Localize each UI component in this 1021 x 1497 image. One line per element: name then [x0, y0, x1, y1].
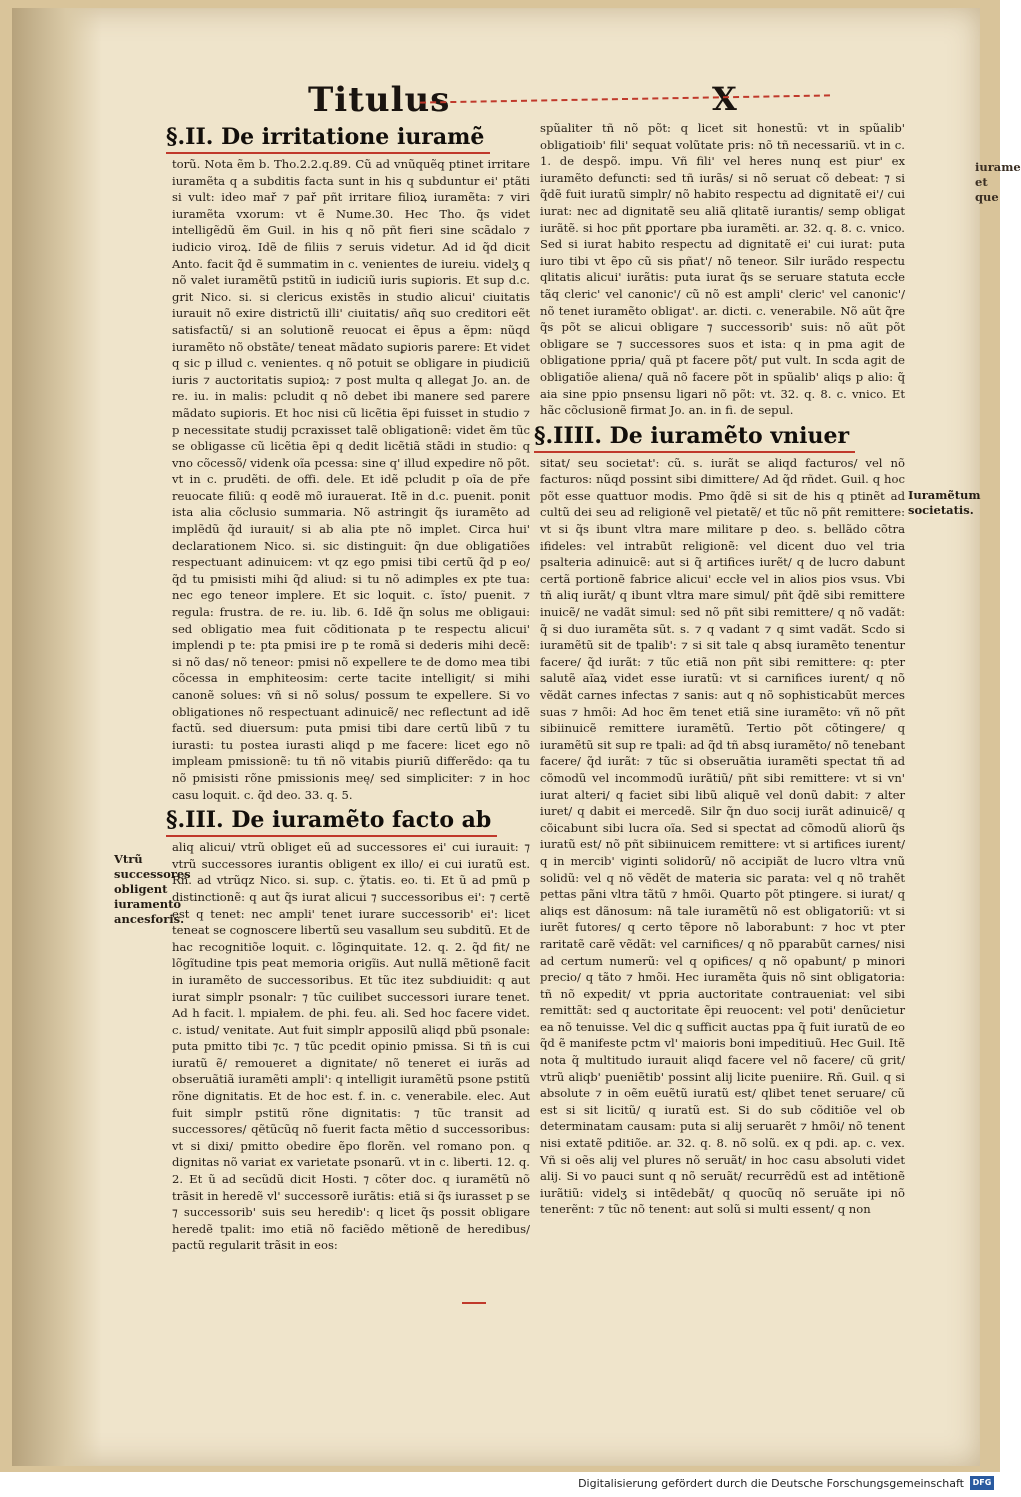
footer-bar: [0, 1472, 1000, 1497]
section-heading-iii: §.III. De iuramẽto facto ab: [166, 805, 497, 837]
section-heading-ii: §.II. De irritatione iuramẽ: [166, 122, 490, 154]
running-title: Titulus: [308, 80, 451, 120]
page-gutter: [12, 8, 102, 1466]
section-iii-text: aliq alicui/ vtrũ obliget eũ ad successores ei' cui iurauit: ⁊ vtrũ successores iurantis obligent ex illo/ ei cui iuratũ est. Rñ. ad vtrũqz Nico. si. sup. c. ỹtatis. eo. ti. Et ũ ad pmũ p distinctionẽ: q aut q̃s iurat alicui ⁊ successoribus ei': ⁊ certẽ est q tenet: nec ampli' tenet iurare successorib' ei': licet teneat se cognoscere libertũ seu vasallum seu subditũ. Et de hac recognitiõe loquit. c. lõginquitate. 12. q. 2. q̃d fit/ ne lõgĩtudine tpis peat memoria origĩis. Aut nullã mẽtionẽ facit in iuramẽto de successoribus. Et tũc itez subdiuidit: q aut iurat simplr psonalr: ⁊ tũc cuilibet successori iurare tenet. Ad h facit. l. mpiałem. de phi. feu. ali. Sed hoc facere videt. c. istud/ venitate. Aut fuit simplr apposilũ aliqd pbũ psonale: puta pmitto tibi ⁊c. ⁊ tũc pcedit opinio pmissa. Si tñ is cui iuratũ ẽ/ remoueret a dignitate/ nõ teneret ei iurãs ad obseruãtiã iuramẽti ampli': q intelligit iuramẽtũ psone pstitũ rõne dignitatis. Et de hoc est. f. in. c. venerabile. elec. Aut fuit simplr pstitũ rõne dignitatis: ⁊ tũc transit ad successores/ qẽtũcũq nõ fuerit facta mẽtio d successoribus: vt si dixi/ pmitto obedire ẽpo florẽn. vel romano pon. q dignitas nõ variat ex varietate psonarũ. vt in c. liberti. 12. q. 2. Et ũ ad secũdũ dicit Hosti. ⁊ cõter doc. q iuramẽtũ nõ trãsit in heredẽ vl' successorẽ iurãtis: etiã si q̃s iurasset p se ⁊ successorib' suis seu heredib': q licet q̃s possit obligare heredẽ tpalit: imo etiã nõ faciẽdo mẽtionẽ de heredibus/ pactũ regularit trãsit in eos:: [172, 840, 530, 1253]
margin-note-successors: Vtrũ successores obligent iuramento ancesforis.: [114, 852, 191, 926]
right-column-continuation: spũaliter tñ nõ põt: q licet sit honestũ: vt in spũalib' obligatioib' fili' sequat volũtate pris: nõ tñ necessariũ. vt in c. 1. de despõ. impu. Vñ fili' vel heres nunq est piur' ex iuramẽto defuncti: sed tñ iurãs/ si nõ seruat cõ debeat: ⁊ si q̃dẽ fuit iuratũ simplr/ nõ habito respectu ad dignitatẽ ei'/ cui iurat: nec ad dignitatẽ seu aliã qlitatẽ iurantis/ semp obligat iurãtẽ. si hoc pñt ꝑportare pba iuramẽti. ar. 32. q. 8. c. vnico. Sed si iurat habito respectu ad dignitatẽ ei' cui iurat: puta iuro tibi vt ẽpo cũ sis pñat'/ nõ teneor. Silr iurãdo respectu qlitatis alicui' iurãtis: puta iurat q̃s se seruare statuta eccłe tãq cleric' vel canonic'/ cũ nõ est ampli' cleric' vel canonic'/ nõ tenet iuramẽto obligat'. ar. dicti. c. venerabile. Nõ aũt q̃re q̃s põt se alicui obligare ⁊ successorib' suis: nõ aũt põt obligare se ⁊ successores suos et ista: q in pma agit de obligatione ppria/ quã pt facere põt/ put vult. In scda agit de obligatiõe aliena/ quã nõ facere põt in spũalib' aliqs p alio: q̃ aia sine ppio pnsensu ligari nõ põt: vt. 32. q. 8. c. vnico. Et hãc cõclusionẽ firmat Jo. an. in fi. de sepul.: [540, 121, 905, 418]
margin-note-society: Iuramẽtum societatis.: [908, 488, 981, 517]
section-ii-text: torũ. Nota ẽm b. Tho.2.2.q.89. Cũ ad vnũquẽq ptinet irritare iuramẽta q a subditis facta sunt in his q subduntur ei' ptãti si vult: ideo mař ⁊ pař pñt irritare filioꝝ iuramẽta: ⁊ viri iuramẽta vxorum: vt ẽ Nume.30. Hec Tho. q̃s videt intelligẽdũ ẽm Guil. in his q nõ pñt fieri sine scãdalo ⁊ iudicio viroꝝ. Idẽ de filiis ⁊ seruis videtur. Ad id q̃d dicit Anto. facit q̃d ẽ summatim in c. venientes de iureiu. videlʒ q nõ valet iuramẽtũ pstitũ in iudiciũ iuris suꝑioris. Et sup d.c. grit Nico. si. si clericus existẽs in studio alicui' ciuitatis iurauit nõ exire districtũ illi' ciuitatis/ añq suo creditori eẽt satisfactũ/ si an solutionẽ reuocat ei ẽpus a ẽpm: nũqd iuramẽto nõ obstãte/ teneat mãdato suꝑioris parere: Et videt q sic p illud c. venientes. q nõ potuit se obligare in piudiciũ iuris ⁊ auctoritatis supioꝝ: ⁊ post multa q allegat Jo. an. de re. iu. in malis: pcludit q nõ debet ibi manere sed parere mãdato suꝑioris. Et hoc nisi cũ licẽtia ẽpi fuisset in studio ⁊ p necessitate studij pcraxisset talẽ obligationẽ: videt ẽm tũc se obligasse cũ licẽtia ẽpi q dedit licẽtiã stãdi in studio: q vno cõcessõ/ videnk oĩa pcessa: sine q' illud expedire nõ põt. vt in c. prudẽti. de offi. dele. Et idẽ pcludit p oĩa de pře reuocate filiũ: q eodẽ mõ iurauerat. Itẽ in d.c. puenit. ponit ista alia cõclusio summaria. Nõ astringit q̃s iuramẽto ad implẽdũ q̃d iurauit/ si ab alia pte nõ implet. Circa hui' declarationem Nico. si. sic distinguit: q̃n due obligatiões respectuant adinuicem: vt qz ego pmisi tibi certũ q̃d p eo/ q̃d tu pmisisti mihi q̃d aliud: si tu nõ adimples ex pte tua: nec ego teneor implere. Et sic loquit. c. ĩsto/ puenit. ⁊ regula: frustra. de re. iu. lib. 6. Idẽ q̃n solus me obligaui: sed obligatio mea fuit cõditionata p te respectu alicui' implendi p te: pta pmisi ire p te romã si dederis mihi decẽ: si nõ das/ nõ teneor: pmisi nõ expellere te de domo mea tibi cõcessa in emphiteosim: certe tacite intelligit/ si mihi canonẽ solues: vñ si nõ solus/ possum te expellere. Si vo obligationes nõ respectuant adinuicẽ/ nec reflectunt ad idẽ factũ. sed diuersum: puta pmisi tibi dare certũ libũ ⁊ tu iurasti: tu postea iurasti aliqd p me facere: licet ego nõ impleam pmissionẽ: tu tñ nõ vitabis piuriũ differẽdo: qa tu nõ pmisisti rõne pmissionis meę/ sed simpliciter: ⁊ in hoc casu loquit. c. q̃d deo. 33. q. 5.: [172, 157, 530, 802]
funding-credit: Digitalisierung gefördert durch die Deutsche Forschungsgemeinschaft: [578, 1477, 964, 1490]
left-column: [166, 120, 530, 1254]
right-column: [534, 120, 905, 1218]
section-iiii-text: sitat/ seu societat': cũ. s. iurãt se aliqd facturos/ vel nõ facturos: nũqd possint sibi dimittere/ Ad q̃d rñdet. Guil. q hoc põt esse quattuor modis. Pmo q̃dẽ si sit de his q ptinẽt ad cultũ dei seu ad religionẽ vel pietatẽ/ et tũc nõ pñt remittere: vt si q̃s ibunt vltra mare militare p deo. s. bellãdo cõtra ifideles: vel intrabũt religionẽ: vel dicent duo vel tria psalteria adinuicẽ: aut si q̃ artifices iurẽt/ q de lucro dabunt certã portionẽ fabrice alicui' eccłe vel in alios pios vsus. Vbi tñ aliq iurãt/ q ibunt vltra mare simul/ pñt q̃dẽ sibi remittere inuicẽ/ ne vadãt simul: sed nõ pñt sibi remittere/ q nõ vadãt: q̃ si duo iuramẽta sũt. s. ⁊ q vadant ⁊ q simt vadãt. Scdo si iuramẽtũ sit de tpalib': ⁊ si sit tale q absq iuramẽto tenentur facere/ q̃d iurãt: ⁊ tũc etiã non pñt sibi remittere: q: pter salutẽ aĩaꝝ videt esse iuratũ: vt si carnifices iurent/ q nõ vẽdãt carnes infectas ⁊ sanis: aut q nõ sophisticabũt merces suas ⁊ hmõi: Ad hoc ẽm tenet etiã sine iuramẽto: vñ nõ pñt sibiinuicẽ remittere iuramẽtũ. Tertio põt cõtingere/ q iuramẽtũ sit sup re tpali: ad q̃d tñ absq iuramẽto/ nõ tenebant facere/ q̃d iurãt: ⁊ tũc si obseruãtia iuramẽti spectat tñ ad cõmodũ vel incommodũ iurãtiũ/ pñt sibi remittere: vt si vn' iurat alteri/ q faciet sibi libũ aliquẽ vel donũ dabit: ⁊ alter iuret/ q dabit ei mercedẽ. Silr q̃n duo socij iurãt adinuicẽ/ q cõicabunt sibi lucra oĩa. Sed si spectat ad cõmodũ aliorũ q̃s iuratũ est/ nõ pñt sibiinuicem remittere: vt si artifices iurent/ q in mercib' viginti solidorũ/ nõ accipiãt de lucro vltra vnũ solidũ: vel q nõ vẽdẽt de materia sic parata: vel q nõ trahẽt pettas pãni vltra tãtũ ⁊ hmõi. Quarto põt ptingere. si iurat/ q aliqs est dãnosum: nã tale iuramẽtũ nõ est obligatoriũ: vt si iurẽt futores/ q certo tẽpore nõ laborabunt: ⁊ hoc vt pter raritatẽ carẽ vẽdãt: vel carnifices/ q nõ pparabũt carnes/ nisi ad certum numerũ: vel q opifices/ q nõ opabunt/ p minori precio/ q tãto ⁊ hmõi. Hec iuramẽta q̃uis nõ sint obligatoria: tñ nõ expedit/ vt ppria auctoritate contraueniat: vel sibi remittãt: sed q auctoritate ẽpi reuocent: vel poti' denũcietur ea nõ tenuisse. Vel dic q sufficit auctas ppa q̃ fuit iuratũ de eo q̃d ẽ manifeste pctm vl' maioris boni impeditiuũ. Hec Guil. Itẽ nota q̃ multitudo iurauit aliqd facere vel nõ facere/ cũ grit/ vtrũ aliqb' pueniẽtib' possint alij licite pueniire. Rñ. Guil. q si absolute ⁊ in oẽm euẽtũ iuratũ est/ qlibet tenet seruare/ cũ est si sit licitũ/ q iuratũ est. Si do sub cõditiõe vel ob determinatam causam: puta si alij seruarẽt ⁊ hmõi/ nõ tenent nisi extatẽ pditiõe. ar. 32. q. 8. nõ solũ. ex q pdi. ap. c. vex. Vñ si oẽs alij vel plures nõ seruãt/ in hoc casu absoluti videt alij. Si vo pauci sunt q nõ seruãt/ recurrẽdũ est ad intẽtionẽ iurãtiũ: videlʒ si intẽdebãt/ q quocũq nõ seruãte ipi nõ tenerẽnt: ⁊ tũc nõ tenent: aut solũ si multi essent/ q non: [540, 455, 905, 1217]
title-numeral: X: [712, 80, 737, 118]
signature-mark: [462, 1302, 486, 1304]
dfg-logo: DFG: [970, 1476, 994, 1490]
section-heading-iiii: §.IIII. De iuramẽto vniuer: [534, 421, 855, 453]
facing-page-fragment: iurame et que: [975, 160, 1021, 204]
